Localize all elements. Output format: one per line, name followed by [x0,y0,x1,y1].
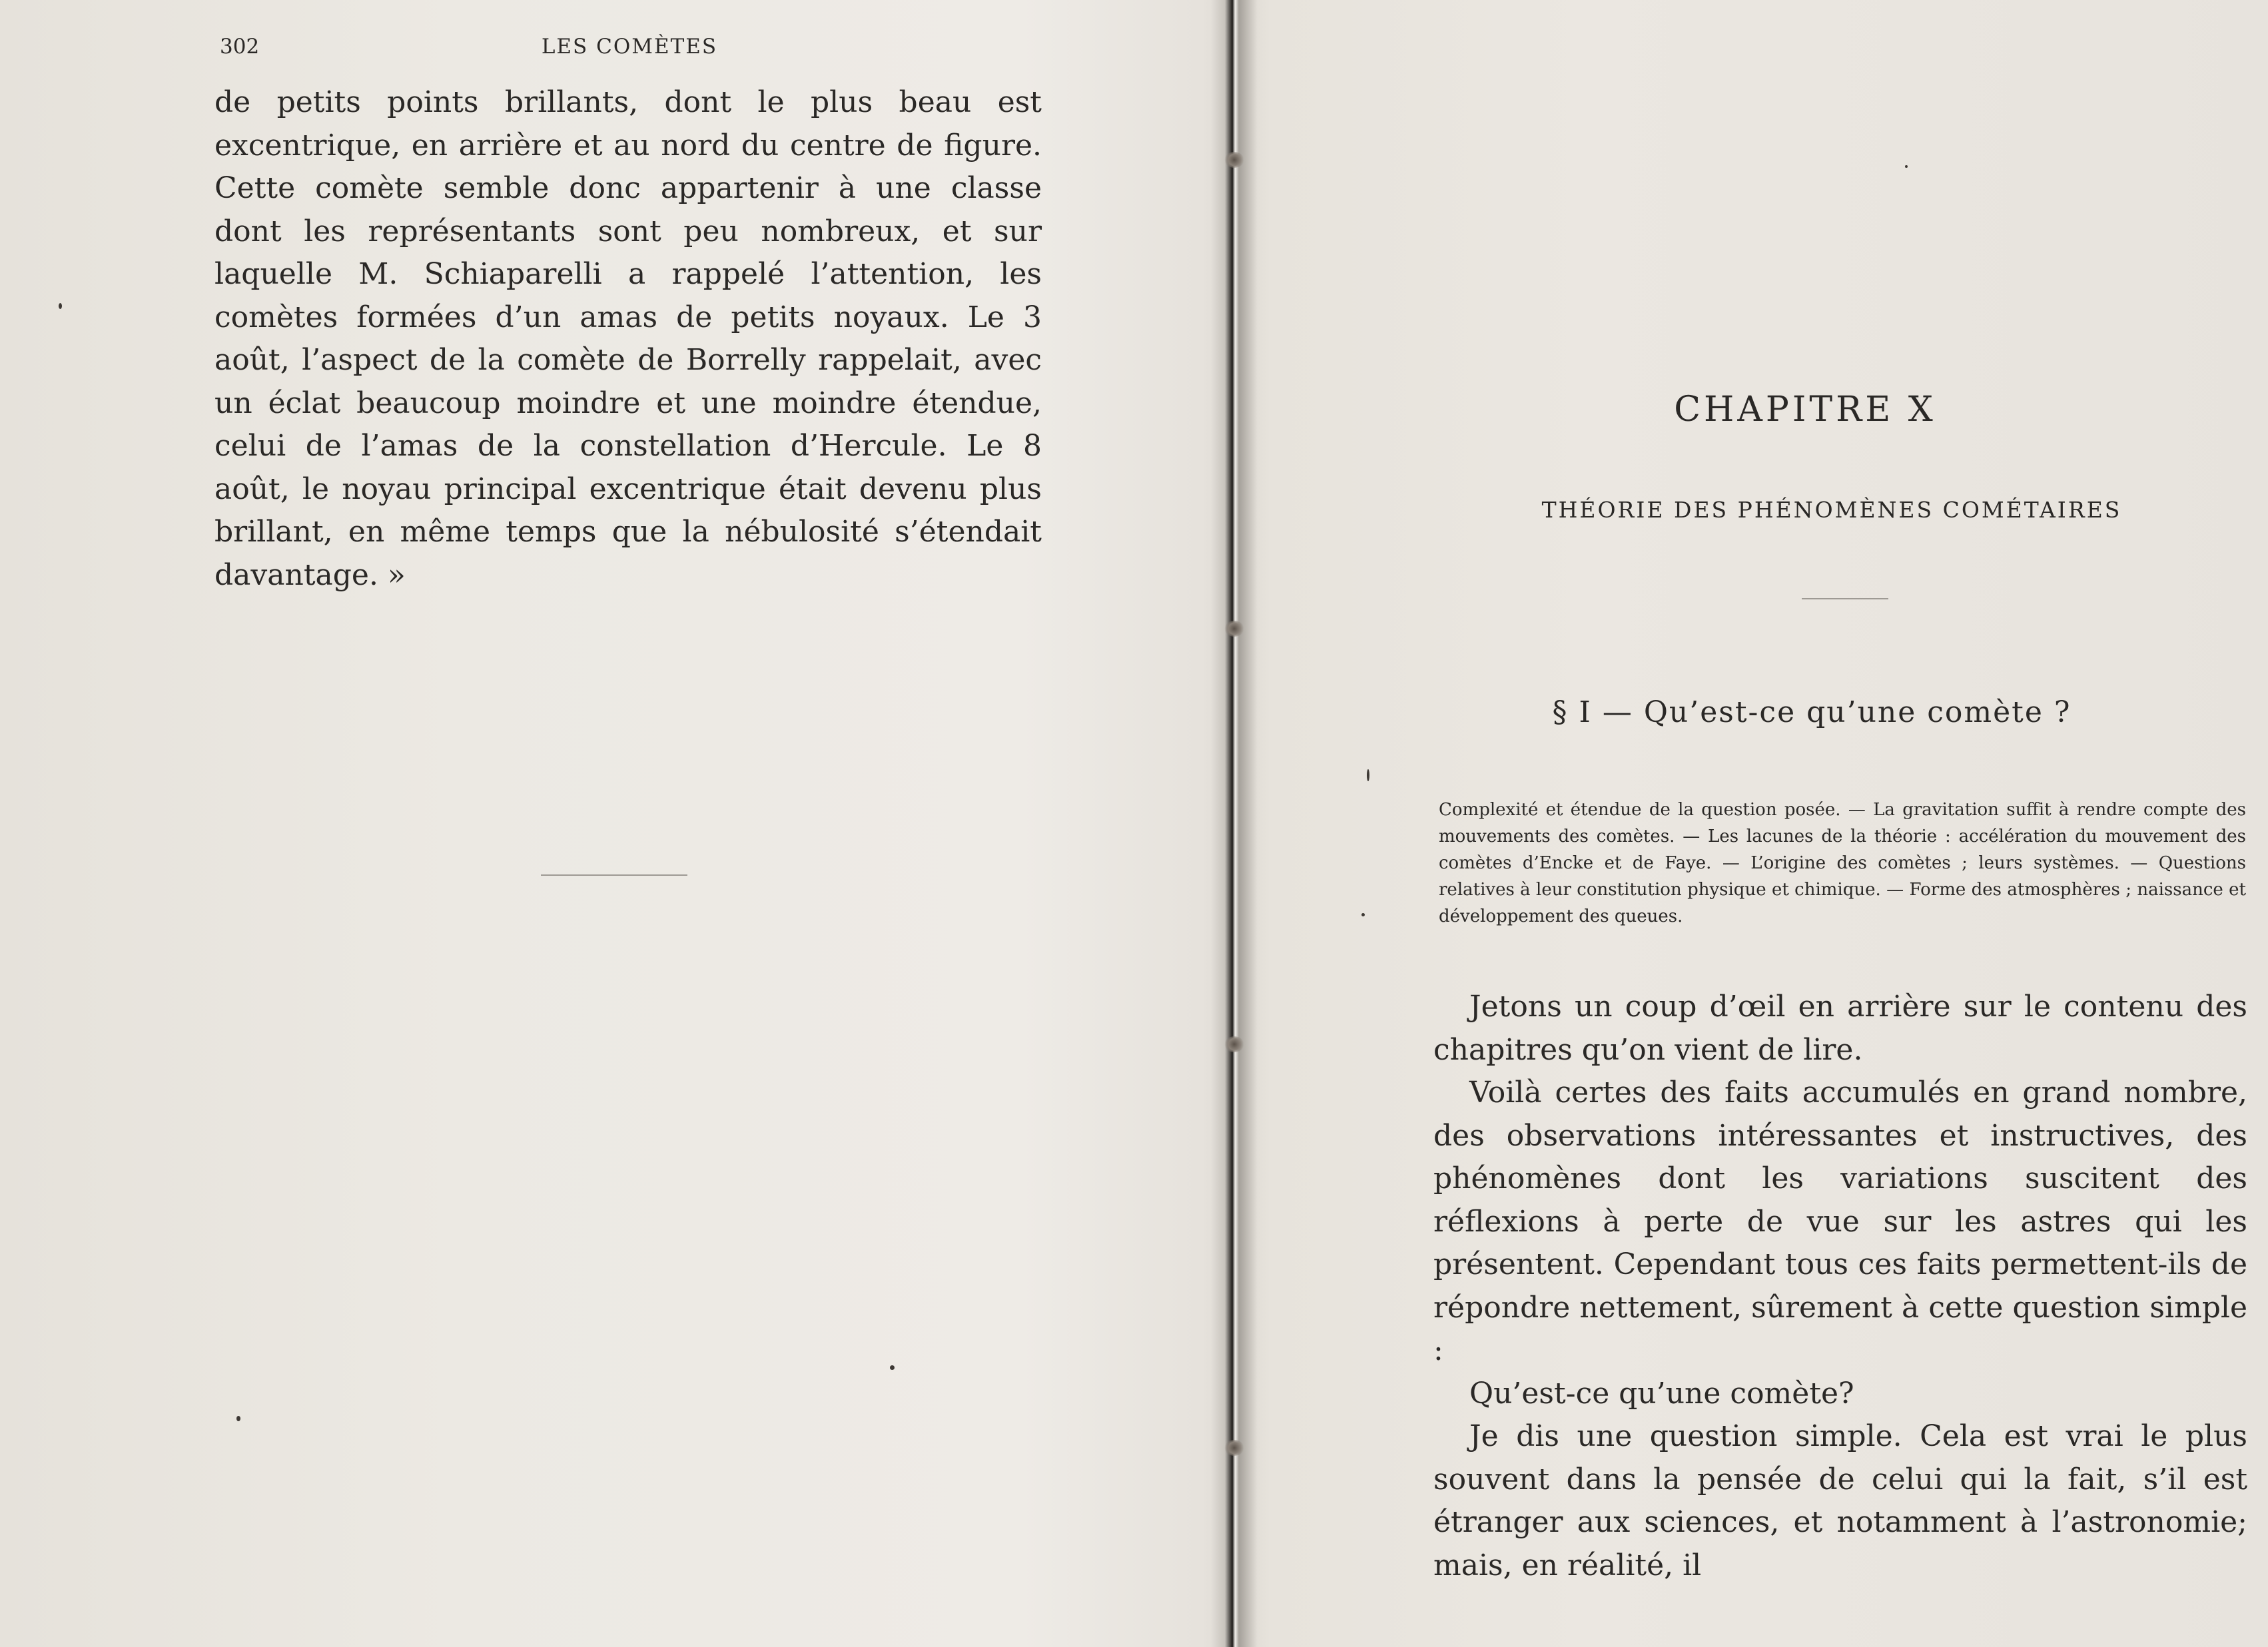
right-body-text [1433,986,2247,1587]
binding-stitch [1224,1036,1244,1052]
left-end-rule [541,874,687,876]
page-number: 302 [220,35,260,59]
book-gutter [1211,0,1258,1647]
left-body-text [214,81,1042,597]
chapter-summary: Complexité et étendue de la question posée. — La gravitation suffit à rendre compte des mouvements des comètes. — Les lacunes de la théorie : accélération du mouvement des comètes d’Encke et de Faye. — L’origine des comètes ; leurs systèmes. — Questions relatives à leur constitution physique et chimique. — Forme des atmosphères ; naissance et développement des queues. [1439,800,2246,926]
paper-speck [236,1416,240,1421]
paper-speck [1361,913,1365,916]
chapter-subtitle: THÉORIE DES PHÉNOMÈNES COMÉTAIRES [1541,497,2122,523]
binding-stitch [1224,621,1244,637]
running-title: LES COMÈTES [541,35,718,59]
body-paragraph: Je dis une question simple. Cela est vrai le plus souvent dans la pensée de celui qui la fait, s’il est étranger aux sciences, et notamment à l’astronomie; mais, en réalité, il [1433,1419,2247,1582]
left-paragraph: de petits points brillants, dont le plus beau est excentrique, en arrière et au nord du centre de figure. Cette comète semble donc appartenir à une classe dont les représentants sont peu nombreux, et sur laquelle M. Schiaparelli a rappelé l’attention, les comètes formées d’un amas de petits noyaux. Le 3 août, l’aspect de la comète de Borrelly rappelait, avec un éclat beaucoup moindre et une moindre étendue, celui de l’amas de la constellation d’Hercule. Le 8 août, le noyau principal excentrique était devenu plus brillant, en même temps que la nébulosité s’étendait davantage. » [214,85,1042,592]
binding-stitch [1224,1440,1244,1456]
paper-speck [59,303,62,309]
binding-stitch [1224,152,1244,168]
body-paragraph: Voilà certes des faits accumulés en grand nombre, des observations intéressantes et instructives, des phénomènes dont les variations suscitent des réflexions à perte de vue sur les astres qui les présentent. Cependant tous ces faits permettent-ils de répondre nettement, sûrement à cette question simple : [1433,1076,2247,1367]
body-paragraph: Jetons un coup d’œil en arrière sur le contenu des chapitres qu’on vient de lire. [1433,990,2247,1067]
chapter-title: CHAPITRE X [1674,390,1936,430]
paper-speck [890,1365,895,1370]
paper-speck [1367,769,1369,781]
chapter-divider-rule [1802,598,1888,599]
body-paragraph: Qu’est-ce qu’une comète? [1469,1376,1854,1411]
section-title: § I — Qu’est-ce qu’une comète ? [1552,695,2072,729]
paper-speck [1905,165,1908,168]
running-head [220,35,1039,65]
